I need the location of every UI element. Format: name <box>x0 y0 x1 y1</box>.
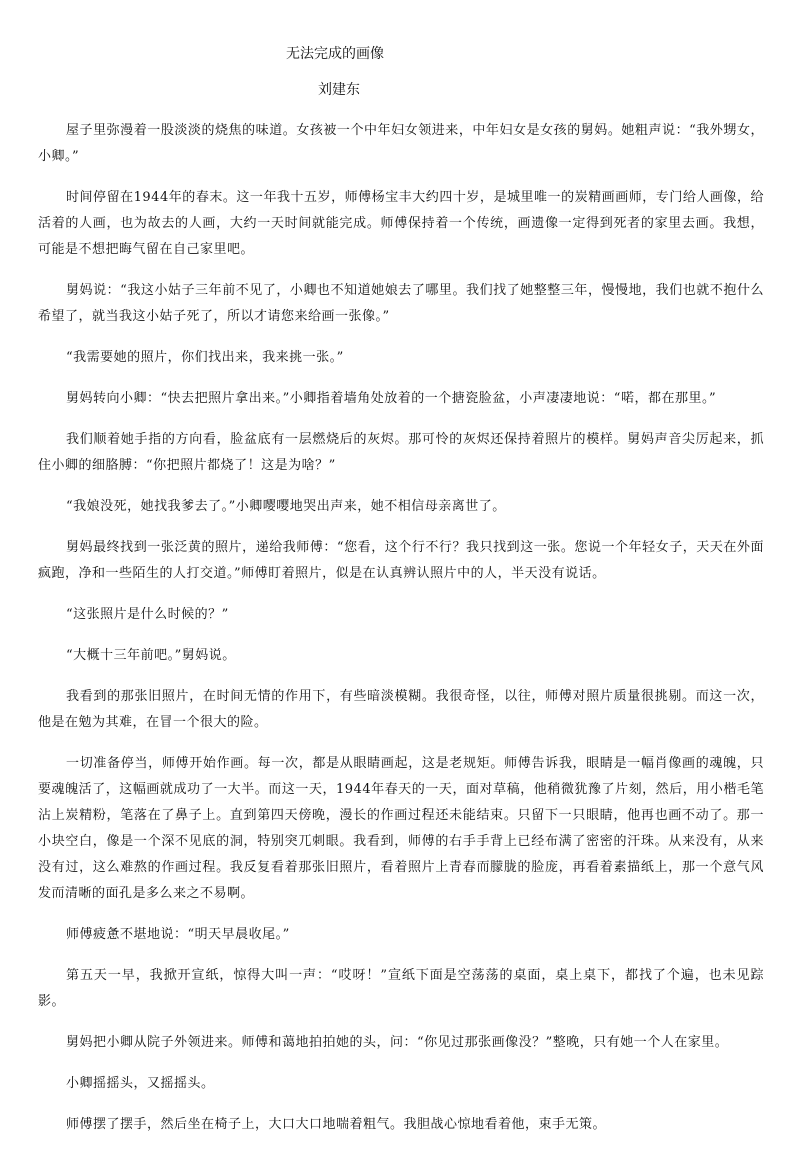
paragraph: 师傅摆了摆手，然后坐在椅子上，大口大口地喘着粗气。我胆战心惊地看着他，束手无策。 <box>66 1117 607 1132</box>
paragraph: 我看到的那张旧照片，在时间无情的作用下，有些暗淡模糊。我很奇怪，以往，师傅对照片质量很挑剔。而这一次，他是在勉为其难，在冒一个很大的险。 <box>38 689 764 730</box>
paragraph: 舅妈把小卿从院子外领进来。师傅和蔼地拍拍她的头，问：“你见过那张画像没？”整晚，只有她一个人在家里。 <box>66 1035 729 1050</box>
paragraph: “我娘没死，她找我爹去了。”小卿嘤嘤地哭出声来，她不相信母亲离世了。 <box>66 499 506 514</box>
page-title: 无法完成的画像 <box>286 46 384 62</box>
paragraph: 第五天一早，我掀开宣纸，惊得大叫一声：“哎呀！”宣纸下面是空荡荡的桌面，桌上桌下，都找了个遍，也未见踪影。 <box>38 968 764 1009</box>
paragraph: 小卿摇摇头，又摇摇头。 <box>66 1076 215 1091</box>
paragraph: 一切准备停当，师傅开始作画。每一次，都是从眼睛画起，这是老规矩。师傅告诉我，眼睛是一幅肖像画的魂魄，只要魂魄活了，这幅画就成功了一大半。而这一天，1944年春天的一天，面对草稿，他稍微犹豫了片刻，然后，用小楷毛笔沾上炭精粉，笔落在了鼻子上。直到第四天傍晚，漫长的作画过程还未能结束。只留下一只眼睛，他再也画不动了。那一小块空白，像是一个深不见底的洞，特别突兀刺眼。我看到，师傅的右手手背上已经布满了密密的汗珠。从来没有，从来没有过，这么难熬的作画过程。我反复看着那张旧照片，看着照片上青春而朦胧的脸庞，再看着素描纸上，那一个意气风发而清晰的面孔是多么来之不易啊。 <box>38 756 764 901</box>
paragraph: “大概十三年前吧。”舅妈说。 <box>66 648 236 663</box>
paragraph: “我需要她的照片，你们找出来，我来挑一张。” <box>66 350 344 365</box>
paragraph: 舅妈转向小卿：“快去把照片拿出来。”小卿指着墙角处放着的一个搪瓷脸盆，小声凄凄地说：“喏，都在那里。” <box>66 391 717 406</box>
paragraph: 时间停留在1944年的春末。这一年我十五岁，师傅杨宝丰大约四十岁，是城里唯一的炭精画画师，专门给人画像，给活着的人画，也为故去的人画，大约一天时间就能完成。师傅保持着一个传统，画遗像一定得到死者的家里去画。我想，可能是不想把晦气留在自己家里吧。 <box>38 190 764 257</box>
article-body <box>38 118 764 1153</box>
paragraph: “这张照片是什么时候的？” <box>66 607 229 622</box>
paragraph: 屋子里弥漫着一股淡淡的烧焦的味道。女孩被一个中年妇女领进来，中年妇女是女孩的舅妈。她粗声说：“我外甥女，小卿。” <box>38 123 764 164</box>
paragraph: 师傅疲惫不堪地说：“明天早晨收尾。” <box>66 927 290 942</box>
paragraph: 舅妈最终找到一张泛黄的照片，递给我师傅：“您看，这个行不行？我只找到这一张。您说一个年轻女子，天天在外面疯跑，净和一些陌生的人打交道。”师傅盯着照片，似是在认真辨认照片中的人，半天没有说话。 <box>38 540 764 581</box>
author-name: 刘建东 <box>318 82 360 98</box>
paragraph: 我们顺着她手指的方向看，脸盆底有一层燃烧后的灰烬。那可怜的灰烬还保持着照片的模样。舅妈声音尖厉起来，抓住小卿的细胳膊：“你把照片都烧了！这是为啥？” <box>38 432 764 473</box>
paragraph: 舅妈说：“我这小姑子三年前不见了，小卿也不知道她娘去了哪里。我们找了她整整三年，慢慢地，我们也就不抱什么希望了，就当我这小姑子死了，所以才请您来给画一张像。” <box>38 283 764 324</box>
